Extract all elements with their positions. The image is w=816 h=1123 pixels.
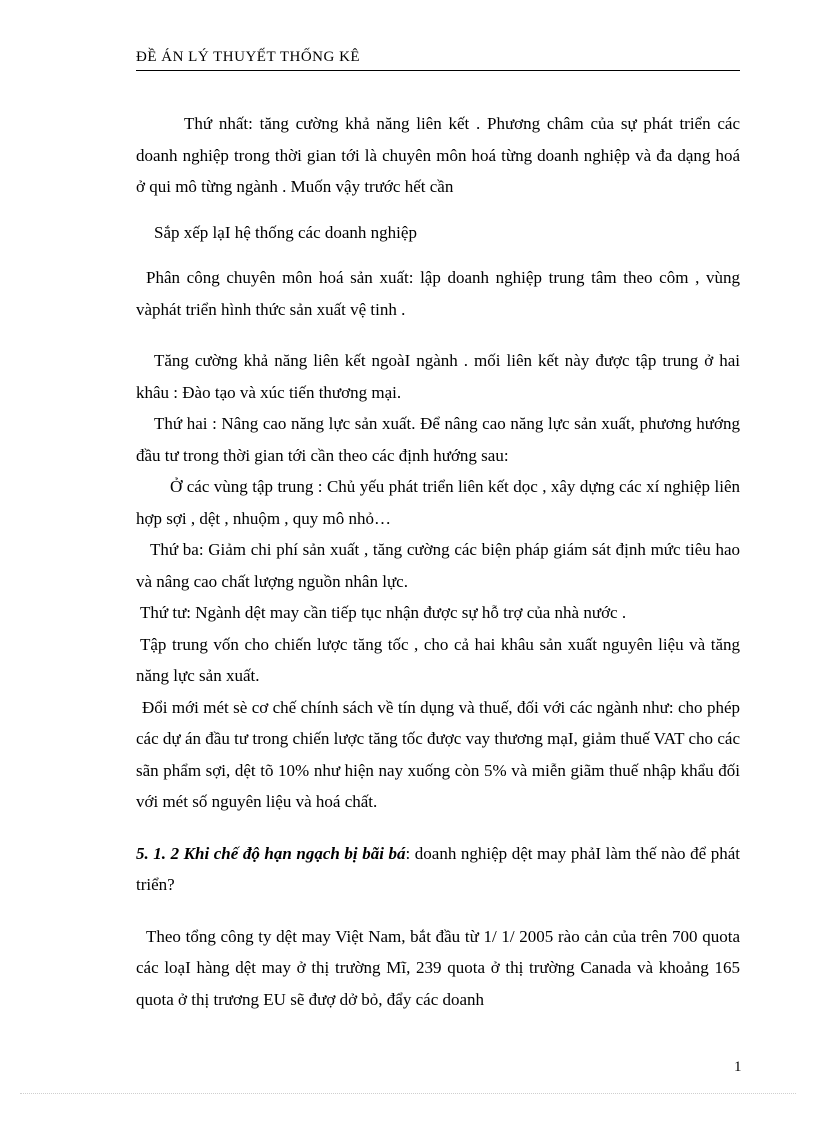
paragraph-4: Tăng cường khả năng liên kết ngoàI ngành . mối liên kết này được tập trung ở hai khâu : Đào tạo và xúc tiến thương mại. (136, 351, 740, 402)
header-rule (136, 70, 740, 71)
section-heading: 5. 1. 2 Khi chế độ hạn ngạch bị bãi bá (136, 843, 406, 863)
paragraph-3: Phân công chuyên môn hoá sản xuất: lập doanh nghiệp trung tâm theo côm , vùng vàphát triển hình thức sản xuất vệ tinh . (136, 268, 740, 319)
paragraph-6: Ở các vùng tập trung : Chủ yếu phát triển liên kết dọc , xây dựng các xí nghiệp liên hợp sợi , dệt , nhuộm , quy mô nhỏ… (136, 477, 740, 528)
page-number: 1 (734, 1059, 742, 1075)
section-heading-rest: : doanh nghiệp dệt may phảI làm thế nào để phát triển? (136, 843, 740, 894)
paragraph-7: Thứ ba: Giảm chi phí sản xuất , tăng cường các biện pháp giám sát định mức tiêu hao và nâng cao chất lượng nguồn nhân lực. (136, 540, 740, 591)
document-body (136, 108, 740, 1015)
paragraph-1: Thứ nhất: tăng cường khả năng liên kết . Phương châm của sự phát triển các doanh nghiệp trong thời gian tới là chuyên môn hoá từng doanh nghiệp và đa dạng hoá ở qui mô từng ngành . Muốn vậy trước hết cần (136, 114, 740, 196)
paragraph-8: Thứ tư: Ngành dệt may cần tiếp tục nhận được sự hỗ trợ của nhà nước . (140, 603, 627, 622)
paragraph-5: Thứ hai : Nâng cao năng lực sản xuất. Để nâng cao năng lực sản xuất, phương hướng đầu tư trong thời gian tới cần theo các định hướng sau: (136, 414, 740, 465)
paragraph-9: Tập trung vốn cho chiến lược tăng tốc , cho cả hai khâu sản xuất nguyên liệu và tăng năng lực sản xuất. (136, 634, 740, 685)
paragraph-12: Theo tổng công ty dệt may Việt Nam, bắt đầu từ 1/ 1/ 2005 rào cản của trên 700 quota các loạI hàng dệt may ở thị trường Mĩ, 239 quota ở thị trường Canada và khoảng 165 quota ở thị trương EU sẽ đượ dở bỏ, đẩy các doanh (136, 926, 740, 1009)
section-heading-paragraph (136, 838, 740, 901)
footer-rule (20, 1093, 796, 1094)
page-header-title: ĐỀ ÁN LÝ THUYẾT THỐNG KÊ (136, 49, 361, 65)
paragraph-10: Đổi mới mét sè cơ chế chính sách về tín dụng và thuế, đối với các ngành như: cho phép các dự án đầu tư trong chiến lược tăng tốc được vay thương mạI, giảm thuế VAT cho các sãn phẩm sợi, dệt tõ 10% như hiện nay xuống còn 5% và miễn giãm thuế nhập khẩu đối với mét số nguyên liệu và hoá chất. (136, 697, 740, 811)
paragraph-2: Sắp xếp lạI hệ thống các doanh nghiệp (154, 222, 417, 242)
